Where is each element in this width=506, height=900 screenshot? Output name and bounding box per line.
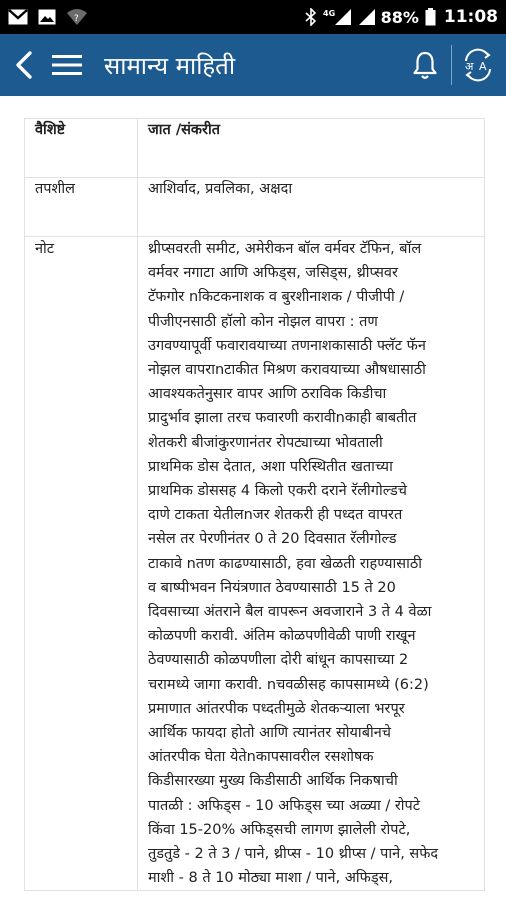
wifi-question-icon: [66, 8, 88, 26]
network-signal-icon: [323, 8, 353, 26]
row-value-note: थ्रीप्सवरती समीट, अमेरीकन बॉल वर्मवर टॅफिन, बॉल वर्मवर नगाटा आणि अफिड्स, जसिड्स, थ्रीप्सवर टॅफगोर nकिटकनाशक व बुरशीनाशक / पीजीपी / पीजीएनसाठी हॉलो कोन नोझल वापरा : तण उगवण्यापूर्वी फवारावयाच्या तणनाशकासाठी फ्लॅट फॅन नोझल वापराnटाकीत मिश्रण करावयाच्या औषधासाठी आवश्यकतेनुसार वापर आणि ठराविक किडीचा प्रादुर्भाव झाला तरच फवारणी करावीnकाही बाबतीत शेतकरी बीजांकुरणानंतर रोपट्याच्या भोवताली प्राथमिक डोस देतात, अशा परिस्थितीत खताच्या प्राथमिक डोससह 4 किलो एकरी दराने रॅलीगोल्डचे दाणे टाकता येतीलnजर शेतकरी ही पध्दत वापरत नसेल तर पेरणीनंतर 0 ते 20 दिवसात रॅलीगोल्ड टाकावे nतण काढण्यासाठी, हवा खेळती राहण्यासाठी व बाष्पीभवन नियंत्रणात ठेवण्यासाठी 15 ते 20 दिवसाच्या अंतराने बैल वापरून अवजाराने 3 ते 4 वेळा कोळपणी करावी. अंतिम कोळपणीवेळी पाणी राखून ठेवण्यासाठी कोळपणीला दोरी बांधून कापसाच्या 2 चरामध्ये जागा करावी. nचवळीसह कापसामध्ये (6:2) प्रमाणात आंतरपीक पध्दतीमुळे शेतकऱ्याला भरपूर आर्थिक फायदा होतो आणि त्यानंतर सोयाबीनचे आंतरपीक घेता येतेnकापसावरील रसशोषक किडीसारख्या मुख्य किडीसाठी आर्थिक निकषाची पातळी : अफिड्स - 10 अफिड्स च्या अळ्या / रोपटे किंवा 15-20% अफिड्सची लागण झालेली रोपटे, तुडतुडे - 2 ते 3 / पाने, थ्रीप्स - 10 थ्रीप्स / पाने, सफेद माशी - 8 ते 10 मोठ्या माशा / पाने, अफिड्स,: [138, 237, 485, 891]
status-left: [8, 8, 88, 26]
bell-icon: [412, 50, 438, 80]
back-arrow-icon: [14, 50, 34, 80]
content-area: [24, 118, 484, 891]
status-right: [305, 7, 498, 27]
svg-text:4G: 4G: [322, 9, 335, 18]
status-time: 11:08: [443, 7, 498, 27]
row-value-details: आशिर्वाद, प्रवलिका, अक्षदा: [138, 178, 485, 237]
translate-icon: [460, 47, 496, 83]
language-switch-button[interactable]: [456, 34, 500, 96]
header-variety: जात /संकरीत: [138, 119, 485, 178]
status-bar: [0, 0, 506, 34]
header-feature: वैशिष्टे: [25, 119, 138, 178]
svg-text:?: ?: [74, 14, 79, 24]
bluetooth-icon: [305, 8, 317, 26]
app-bar: [0, 34, 506, 96]
table-header-row: [25, 119, 485, 178]
row-label-note: नोट: [25, 237, 138, 891]
info-table: [24, 118, 485, 891]
svg-text:A: A: [479, 60, 487, 73]
notifications-button[interactable]: [403, 34, 447, 96]
menu-button[interactable]: [44, 34, 90, 96]
table-row-details: [25, 178, 485, 237]
row-label-details: तपशील: [25, 178, 138, 237]
battery-icon: [425, 8, 436, 26]
back-button[interactable]: [4, 34, 44, 96]
image-notification-icon: [38, 9, 56, 25]
app-bar-divider: [451, 45, 452, 85]
table-row-note: [25, 237, 485, 891]
gmail-notification-icon: [8, 9, 28, 25]
signal-bars-icon: [359, 8, 375, 26]
battery-percentage: 88%: [380, 7, 419, 27]
page-title: सामान्य माहिती: [104, 51, 236, 80]
hamburger-menu-icon: [52, 54, 82, 76]
svg-text:अ: अ: [465, 60, 474, 73]
